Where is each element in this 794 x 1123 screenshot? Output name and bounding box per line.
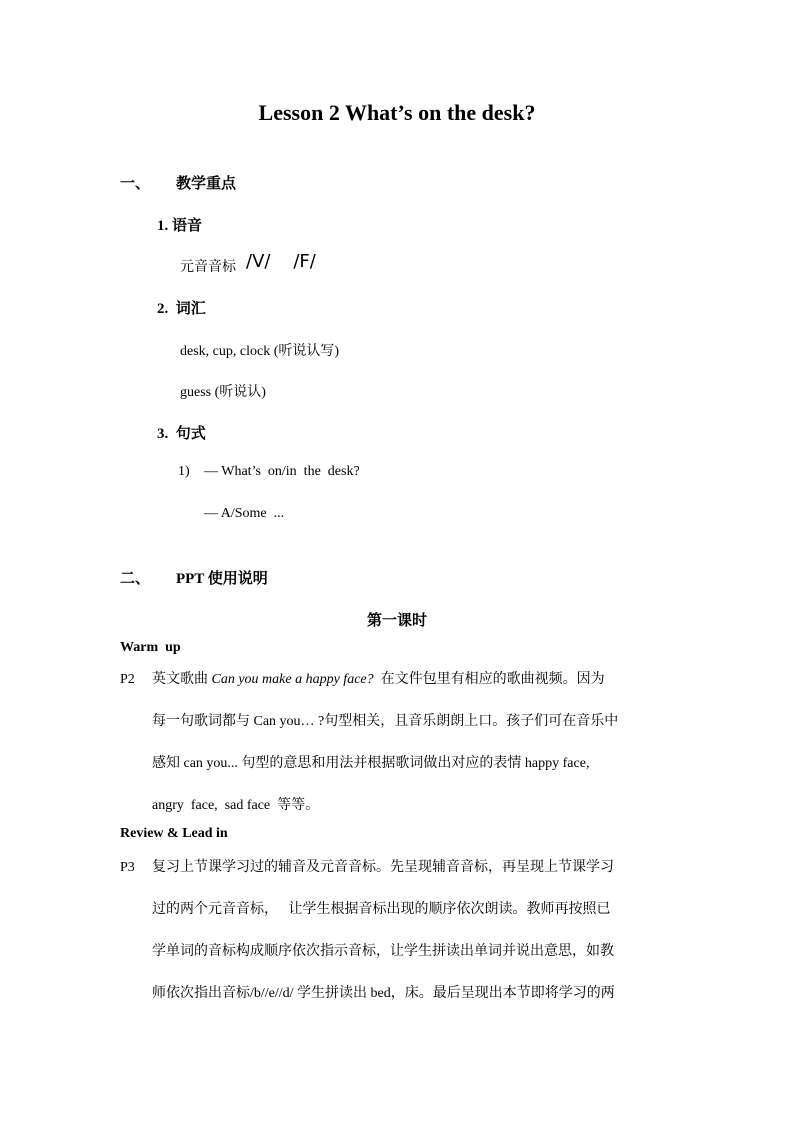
sub2-label: 2. 词汇 [157, 301, 206, 317]
review-label: P3 [120, 860, 135, 875]
section1-number: 一、 [120, 176, 151, 192]
warm-up-label: P2 [120, 672, 135, 687]
sub1-text: 元音音标 [180, 260, 236, 275]
section2-number: 二、 [120, 571, 151, 587]
review-line1: 复习上节课学习过的辅音及元音音标。先呈现辅音音标，再呈现上节课学习 [152, 860, 614, 875]
warm-up-line3: 感知 can you... 句型的意思和用法并根据歌词做出对应的表情 happy face, [152, 756, 590, 771]
review-heading: Review & Lead in [120, 826, 228, 841]
sub3-label: 3. 句式 [157, 426, 206, 442]
section1-heading: 教学重点 [176, 176, 237, 192]
sub3-question: — What’s on/in the desk? [204, 464, 360, 479]
sub2-line1: desk, cup, clock (听说认写) [180, 344, 340, 359]
page-title: Lesson 2 What’s on the desk? [258, 100, 536, 125]
sub3-answer: — A/Some ... [204, 506, 285, 521]
review-line4: 师依次指出音标/b//e//d/ 学生拼读出 bed，床。最后呈现出本节即将学习的两 [152, 986, 615, 1001]
song-title: Can you make a happy face? [211, 672, 374, 687]
section2-heading: PPT 使用说明 [176, 571, 268, 587]
warm-up-line4: angry face, sad face 等等。 [152, 798, 320, 813]
sub1-label: 1. 语音 [157, 218, 203, 234]
warm-up-line1 [152, 659, 682, 701]
review-line3: 学单词的音标构成顺序依次指示音标，让学生拼读出单词并说出意思，如教 [152, 944, 614, 959]
sub1-phonetic: /V/ /F/ [246, 251, 316, 272]
warm-up-line1-text: 英文歌曲 [152, 672, 212, 687]
warm-up-heading: Warm up [120, 640, 181, 655]
warm-up-line1-rest: 在文件包里有相应的歌曲视频。因为 [373, 672, 605, 687]
lesson-title: 第一课时 [366, 613, 427, 629]
sub3-item-number: 1) [178, 464, 190, 479]
warm-up-paragraph [152, 659, 682, 827]
sub2-line2: guess (听说认) [180, 385, 266, 400]
warm-up-line2: 每一句歌词都与 Can you… ?句型相关，且音乐朗朗上口。孩子们可在音乐中 [152, 714, 619, 729]
review-paragraph [152, 847, 682, 1015]
review-line2: 过的两个元音音标， 让学生根据音标出现的顺序依次朗读。教师再按照已 [152, 902, 611, 917]
